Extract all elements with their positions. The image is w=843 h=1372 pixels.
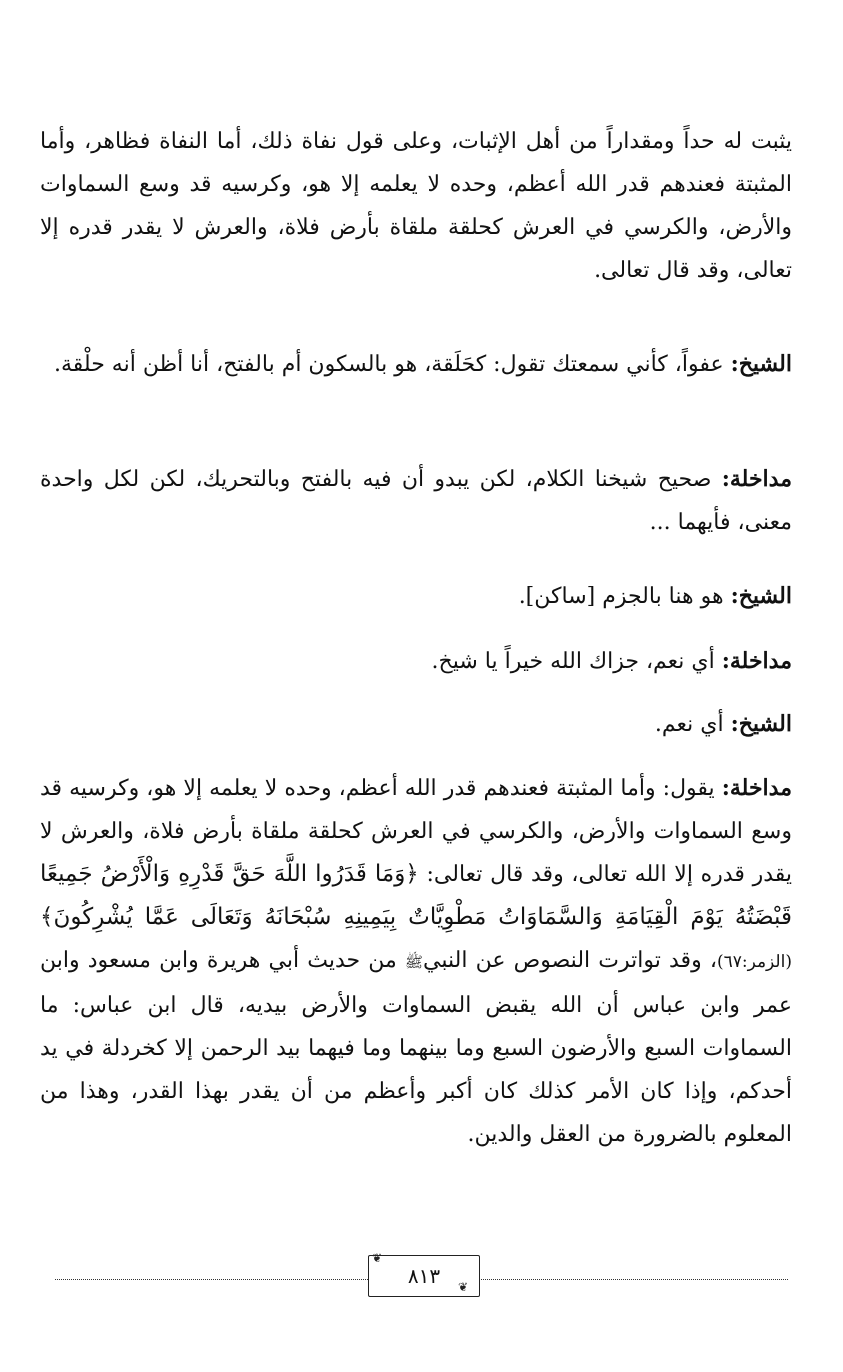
- speaker-label: مداخلة:: [721, 775, 792, 801]
- paragraph-text: ، وقد تواترت النصوص عن النبي: [423, 948, 717, 973]
- paragraph-sheikh-2: [40, 575, 792, 618]
- paragraph-sheikh-1: [40, 343, 792, 386]
- quran-verse: ﴿وَمَا قَدَرُوا اللَّهَ حَقَّ قَدْرِهِ وَالْأَرْضُ جَمِيعًا قَبْضَتُهُ يَوْمَ الْقِيَامَةِ وَالسَّمَاوَاتُ مَطْوِيَّاتٌ بِيَمِينِهِ سُبْحَانَهُ وَتَعَالَى عَمَّا يُشْرِكُونَ﴾: [40, 861, 792, 930]
- paragraph-text: من حديث أبي هريرة وابن مسعود وابن عمر وابن عباس أن الله يقبض السماوات والأرض بيديه، قال ابن عباس: ما السماوات السبع والأرضون السبع وما بينهما وما فيهما بيد الرحمن إلا كخردلة في يد أحدكم، وإذا كان الأمر كذلك كان أكبر وأعظم من أن يقدر بهذا القدر، وهذا من المعلوم بالضرورة من العقل والدين.: [40, 948, 792, 1147]
- footer-dotted-rule-left: [55, 1279, 368, 1280]
- frame-ornament-icon: ❦: [458, 1280, 469, 1294]
- paragraph-text: عفواً، كأني سمعتك تقول: كحَلَقة، هو بالسكون أم بالفتح، أنا أظن أنه حلْقة.: [54, 352, 724, 377]
- paragraph-sheikh-3: [40, 703, 792, 746]
- paragraph-intro: [40, 120, 792, 292]
- paragraph-text: أي نعم.: [654, 712, 724, 737]
- speaker-label: مداخلة:: [721, 466, 792, 492]
- footer-dotted-rule-right: [478, 1279, 788, 1280]
- paragraph-interjection-3: [40, 767, 792, 1156]
- page-number: ٨١٣: [407, 1264, 441, 1288]
- verse-reference: (الزمر:٦٧): [716, 952, 792, 972]
- paragraph-interjection-1: [40, 458, 792, 544]
- frame-ornament-icon: ❦: [372, 1251, 383, 1265]
- paragraph-text: أي نعم، جزاك الله خيراً يا شيخ.: [431, 649, 715, 674]
- paragraph-interjection-2: [40, 640, 792, 683]
- speaker-label: الشيخ:: [730, 583, 792, 609]
- salutation-glyph: ﷺ: [404, 953, 424, 971]
- speaker-label: الشيخ:: [730, 351, 792, 377]
- paragraph-text: هو هنا بالجزم [ساكن].: [518, 584, 724, 609]
- paragraph-text: يثبت له حداً ومقداراً من أهل الإثبات، وعلى قول نفاة ذلك، أما النفاة فظاهر، وأما المثبتة فعندهم قدر الله أعظم، وحده لا يعلمه إلا هو، وكرسيه قد وسع السماوات والأرض، والكرسي في العرش كحلقة ملقاة بأرض فلاة، والعرش لا يقدر قدره إلا تعالى، وقد قال تعالى.: [40, 129, 792, 283]
- speaker-label: مداخلة:: [721, 648, 792, 674]
- speaker-label: الشيخ:: [730, 711, 792, 737]
- paragraph-text: يقول: وأما المثبتة فعندهم قدر الله أعظم، وحده لا يعلمه إلا هو، وكرسيه قد وسع السماوات والأرض، والكرسي في العرش كحلقة ملقاة بأرض فلاة، والعرش لا يقدر قدره إلا الله تعالى، وقد قال تعالى:: [40, 776, 792, 887]
- paragraph-text: صحيح شيخنا الكلام، لكن يبدو أن فيه بالفتح وبالتحريك، لكن لكل واحدة معنى، فأيهما ...: [40, 467, 792, 535]
